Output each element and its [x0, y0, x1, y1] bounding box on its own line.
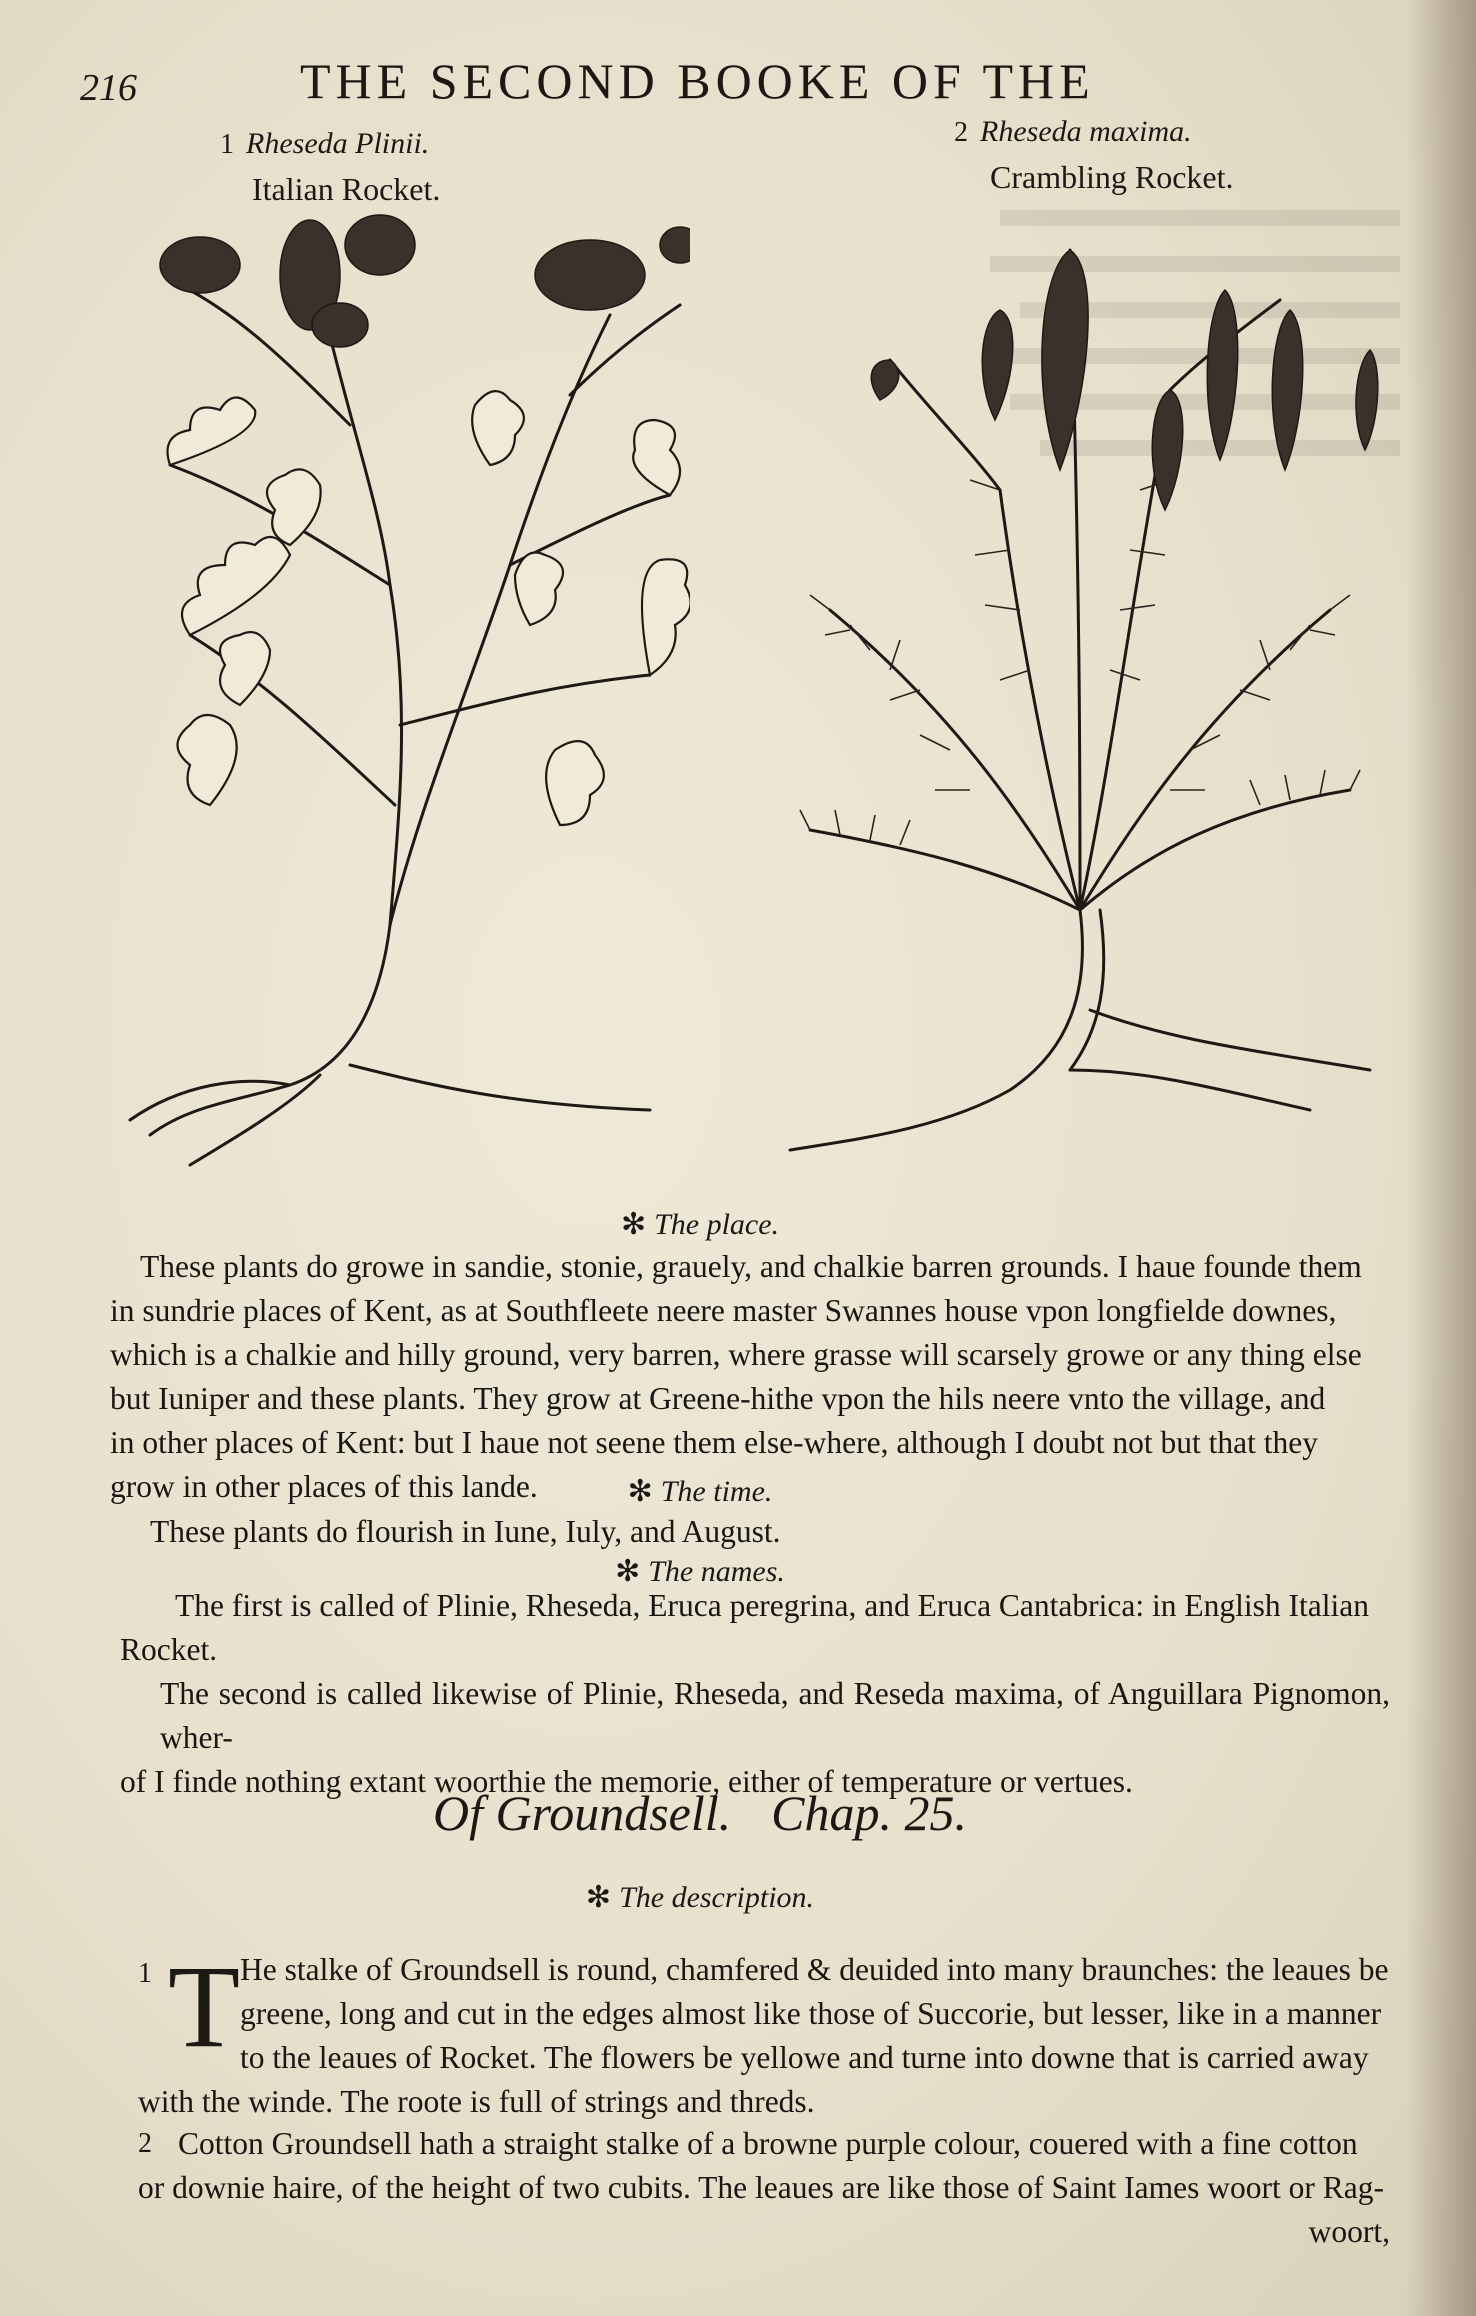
description-item-2-lines	[138, 2122, 1390, 2254]
names-paragraph	[120, 1584, 1390, 1804]
text-line: These plants do growe in sandie, stonie, grauely, and chalkie barren grounds. I haue founde them	[140, 1249, 1362, 1284]
page-gutter-shadow	[1406, 0, 1476, 2316]
asterism-icon: ✻	[620, 1208, 647, 1241]
time-paragraph	[150, 1510, 1390, 1554]
figure-1-caption	[220, 124, 440, 209]
description-item-1-number: 1	[138, 1958, 152, 1989]
figure-1-number: 1	[220, 129, 234, 160]
chapter-title	[0, 1784, 1400, 1842]
crambling-rocket-woodcut	[770, 190, 1390, 1190]
text-line: with the winde. The roote is full of strings and threds.	[138, 2084, 815, 2119]
time-heading	[0, 1474, 1400, 1509]
text-line: The first is called of Plinie, Rheseda, Eruca peregrina, and Eruca Cantabrica: in English Italian	[175, 1588, 1369, 1623]
asterism-icon: ✻	[615, 1555, 641, 1588]
figure-2-english-name: Crambling Rocket.	[990, 159, 1234, 195]
names-heading-text: The names.	[648, 1555, 785, 1588]
description-heading	[0, 1880, 1400, 1915]
text-line: Cotton Groundsell hath a straight stalke of a browne purple colour, couered with a fine cotton	[178, 2126, 1358, 2161]
description-item-1-lines	[240, 1948, 1390, 2080]
text-line: greene, long and cut in the edges almost like those of Succorie, but lesser, like in a manner	[240, 1996, 1382, 2031]
description-heading-text: The description.	[619, 1881, 815, 1914]
page-number: 216	[80, 67, 137, 109]
text-line: or downie haire, of the height of two cubits. The leaues are like those of Saint Iames woort or Rag-	[138, 2170, 1384, 2205]
description-item-2-number: 2	[138, 2128, 152, 2159]
text-line: grow in other places of this lande.	[110, 1469, 538, 1504]
text-line: to the leaues of Rocket. The flowers be yellowe and turne into downe that is carried away	[240, 2040, 1369, 2075]
running-title: THE SECOND BOOKE OF THE	[300, 53, 1095, 109]
place-heading-text: The place.	[654, 1208, 780, 1241]
asterism-icon: ✻	[585, 1881, 612, 1914]
text-line: but Iuniper and these plants. They grow at Greene-hithe vpon the hils neere vnto the village, and	[110, 1381, 1326, 1416]
asterism-icon: ✻	[627, 1475, 653, 1508]
italian-rocket-woodcut	[90, 205, 690, 1175]
text-line: in other places of Kent: but I haue not seene them else-where, although I doubt not but that they	[110, 1425, 1319, 1460]
text-line: of I finde nothing extant woorthie the memorie, either of temperature or vertues.	[120, 1764, 1133, 1799]
figure-1-latin-name: Rheseda Plinii.	[246, 127, 430, 160]
chapter-title-text: Of Groundsell.	[432, 1785, 732, 1841]
text-line: Rocket.	[120, 1632, 218, 1667]
drop-capital: T	[168, 1941, 241, 2072]
chapter-number: Chap. 25.	[771, 1785, 967, 1841]
catchword: woort,	[1308, 2214, 1390, 2249]
figure-2-caption	[954, 112, 1234, 197]
place-heading	[0, 1207, 1400, 1242]
description-item-1-tail	[138, 2080, 1390, 2124]
figure-2-latin-name: Rheseda maxima.	[980, 115, 1192, 148]
figure-1-english-name: Italian Rocket.	[252, 171, 441, 207]
text-line: in sundrie places of Kent, as at Southfleete neere master Swannes house vpon longfielde downes,	[110, 1293, 1337, 1328]
text-line: He stalke of Groundsell is round, chamfered & deuided into many braunches: the leaues be	[240, 1952, 1389, 1987]
place-paragraph	[110, 1245, 1390, 1509]
text-line: These plants do flourish in Iune, Iuly, and August.	[150, 1514, 781, 1549]
figure-2-number: 2	[954, 117, 968, 148]
text-line: which is a chalkie and hilly ground, very barren, where grasse will scarsely growe or any thing else	[110, 1337, 1362, 1372]
time-heading-text: The time.	[660, 1475, 773, 1508]
text-line: The second is called likewise of Plinie, Rheseda, and Reseda maxima, of Anguillara Pignomon, wher-	[160, 1676, 1390, 1755]
